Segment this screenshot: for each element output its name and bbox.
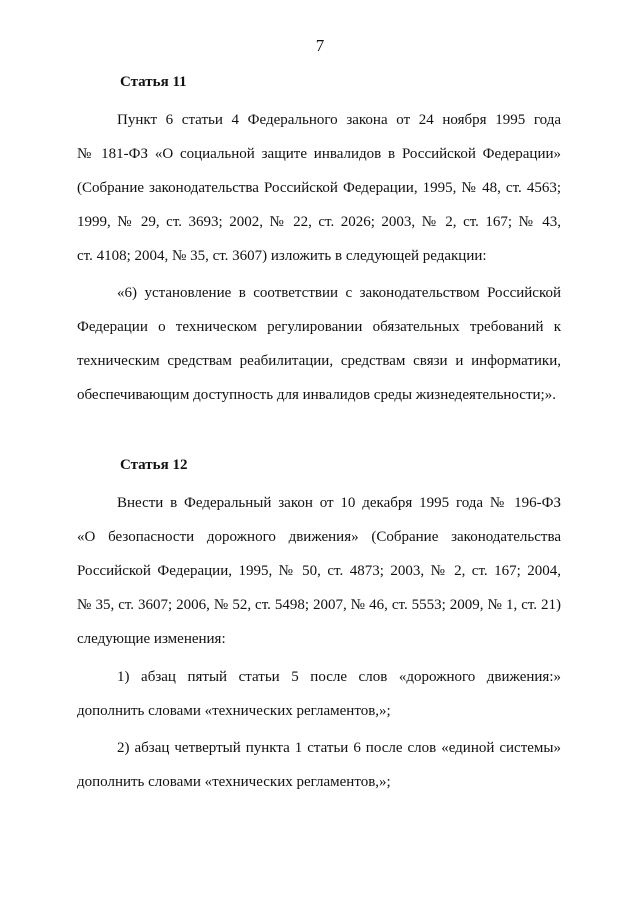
text-line: № 181-ФЗ «О социальной защите инвалидов в Российской Федерации» — [77, 146, 561, 162]
article-11-text — [77, 103, 561, 273]
text-line: 2) абзац четвертый пункта 1 статьи 6 после слов «единой системы» — [117, 740, 561, 756]
text-line: Пункт 6 статьи 4 Федерального закона от 24 ноября 1995 года — [117, 112, 561, 128]
text-line: ст. 4108; 2004, № 35, ст. 3607) изложить в следующей редакции: — [77, 248, 487, 264]
article-12-item-2 — [77, 731, 561, 799]
text-line: № 35, ст. 3607; 2006, № 52, ст. 5498; 2007, № 46, ст. 5553; 2009, № 1, ст. 21) — [77, 597, 561, 613]
article-12-heading: Статья 12 — [120, 457, 188, 473]
text-line: «6) установление в соответствии с законодательством Российской — [117, 285, 561, 301]
text-line: 1999, № 29, ст. 3693; 2002, № 22, ст. 2026; 2003, № 2, ст. 167; № 43, — [77, 214, 561, 230]
text-line: дополнить словами «технических регламентов,»; — [77, 703, 391, 719]
article-11-heading: Статья 11 — [120, 74, 187, 90]
text-line: следующие изменения: — [77, 631, 226, 647]
text-line: Российской Федерации, 1995, № 50, ст. 4873; 2003, № 2, ст. 167; 2004, — [77, 563, 561, 579]
article-11-quote — [77, 276, 561, 412]
text-line: Внести в Федеральный закон от 10 декабря 1995 года № 196-ФЗ — [117, 495, 561, 511]
text-line: техническим средствам реабилитации, средствам связи и информатики, — [77, 353, 561, 369]
text-line: Федерации о техническом регулировании обязательных требований к — [77, 319, 561, 335]
article-12-item-1 — [77, 660, 561, 728]
text-line: обеспечивающим доступность для инвалидов среды жизнедеятельности;». — [77, 387, 556, 403]
text-line: 1) абзац пятый статьи 5 после слов «дорожного движения:» — [117, 669, 561, 685]
page-number: 7 — [315, 36, 325, 55]
text-line: (Собрание законодательства Российской Федерации, 1995, № 48, ст. 4563; — [77, 180, 561, 196]
text-line: «О безопасности дорожного движения» (Собрание законодательства — [77, 529, 561, 545]
text-line: дополнить словами «технических регламентов,»; — [77, 774, 391, 790]
article-12-text — [77, 486, 561, 656]
